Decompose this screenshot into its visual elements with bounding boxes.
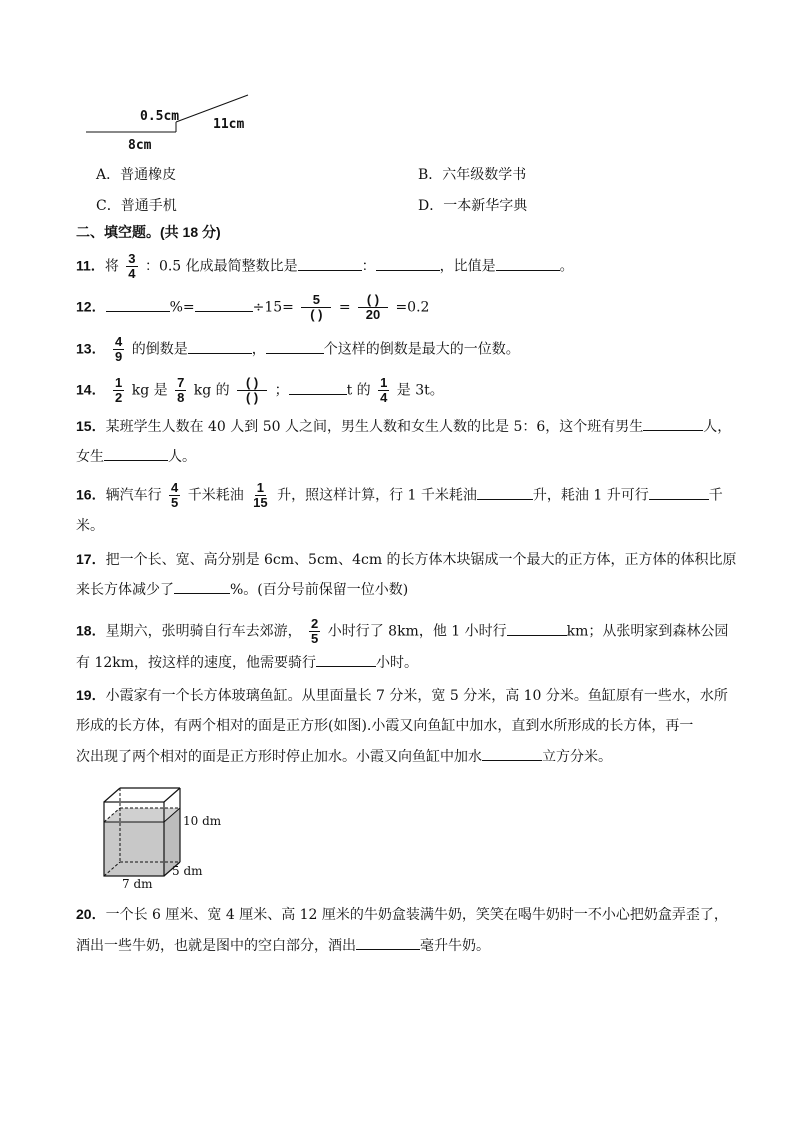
question-17: 17．把一个长、宽、高分别是 6cm、5cm、4cm 的长方体木块锯成一个最大的正方体，正方体的体积比原 [76,551,737,568]
question-17-cont: 来长方体减少了 %。(百分号前保留一位小数) [76,579,408,600]
ramp-figure [80,90,280,160]
fraction: $\frac{5}{( )}$ [301,293,331,322]
label-length: 7 dm [122,877,153,891]
answer-blank[interactable] [649,485,709,500]
fraction: $\frac{1}{4}$ [380,375,388,405]
label-height: 10 dm [183,814,222,828]
fish-tank-diagram [100,784,230,894]
question-14: 14． $\frac{1}{2}$ kg 是 $\frac{7}{8}$ kg 的 $\frac{( )}{( )}$ ； t 的 $\frac{1}{4}$ 是 3t。 [76,375,444,405]
answer-blank[interactable] [316,652,376,667]
question-13: 13． $\frac{4}{9}$ 的倒数是 ， 个这样的倒数是最大的一位数。 [76,334,520,364]
question-18-cont: 有 12km，按这样的速度，他需要骑行 小时。 [76,652,418,673]
answer-blank[interactable] [298,256,362,271]
question-19-line2: 形成的长方体，有两个相对的面是正方形(如图).小霞又向鱼缸中加水，直到水所形成的长方体，再一 [76,718,694,734]
answer-blank[interactable] [496,256,560,271]
fraction: $\frac{4}{9}$ [115,334,123,364]
answer-blank[interactable] [289,380,347,395]
question-11: 11．将 $\frac{3}{4}$ ：0.5 化成最简整数比是 ： ，比值是 。 [76,251,574,281]
answer-blank[interactable] [507,621,567,636]
answer-blank[interactable] [376,256,440,271]
question-18: 18．星期六，张明骑自行车去郊游， $\frac{2}{5}$ 小时行了 8km，他 1 小时行 km；从张明家到森林公园 [76,616,729,646]
answer-blank[interactable] [188,339,252,354]
question-20: 20．一个长 6 厘米、宽 4 厘米、高 12 厘米的牛奶盒装满牛奶，笑笑在喝牛奶时一不小心把奶盒弄歪了， [76,906,728,923]
option-b[interactable]: B．六年级数学书 [418,167,527,183]
fraction: $\frac{3}{4}$ [128,251,136,281]
label-05cm: 0.5cm [140,109,180,124]
fraction: $\frac{( )}{( )}$ [237,376,267,405]
label-width: 5 dm [172,864,203,878]
answer-blank[interactable] [106,297,170,312]
answer-blank[interactable] [195,297,253,312]
answer-blank[interactable] [174,579,230,594]
section-heading: 二、填空题。(共 18 分) [76,224,221,240]
fraction: $\frac{( )}{20}$ [358,293,388,322]
fraction: $\frac{2}{5}$ [311,616,319,646]
label-11cm: 11cm [213,117,245,132]
question-15: 15．某班学生人数在 40 人到 50 人之间，男生人数和女生人数的比是 5：6，这个班有男生 人， [76,418,732,435]
question-16-cont: 米。 [76,518,104,534]
question-19-line3: 次出现了两个相对的面是正方形时停止加水。小霞又向鱼缸中加水 立方分米。 [76,746,612,767]
fraction: $\frac{4}{5}$ [171,480,179,510]
answer-blank[interactable] [104,446,168,461]
fraction: $\frac{1}{2}$ [115,375,123,405]
label-8cm: 8cm [128,138,152,153]
fish-tank-figure [100,784,230,894]
answer-blank[interactable] [477,485,533,500]
question-16: 16．辆汽车行 $\frac{4}{5}$ 千米耗油 $\frac{1}{15}$ 升，照这样计算，行 1 千米耗油 升，耗油 1 升可行 千 [76,480,723,510]
answer-blank[interactable] [482,746,542,761]
answer-blank[interactable] [356,935,420,950]
question-15-cont: 女生 人。 [76,446,196,467]
fraction: $\frac{1}{15}$ [253,480,268,510]
question-12: 12． %= ÷15= $\frac{5}{( )}$ = $\frac{( )}{20}$ =0.2 [76,292,430,322]
answer-blank[interactable] [643,416,703,431]
fraction: $\frac{7}{8}$ [177,375,185,405]
option-c[interactable]: C．普通手机 [96,198,177,214]
option-a[interactable]: A．普通橡皮 [96,167,177,183]
answer-blank[interactable] [266,339,324,354]
option-d[interactable]: D．一本新华字典 [418,198,528,214]
ramp-lines [80,90,280,160]
question-20-cont: 酒出一些牛奶，也就是图中的空白部分，酒出 毫升牛奶。 [76,935,490,956]
question-19: 19．小霞家有一个长方体玻璃鱼缸。从里面量长 7 分米，宽 5 分米，高 10 分米。鱼缸原有一些水，水所 [76,687,728,704]
